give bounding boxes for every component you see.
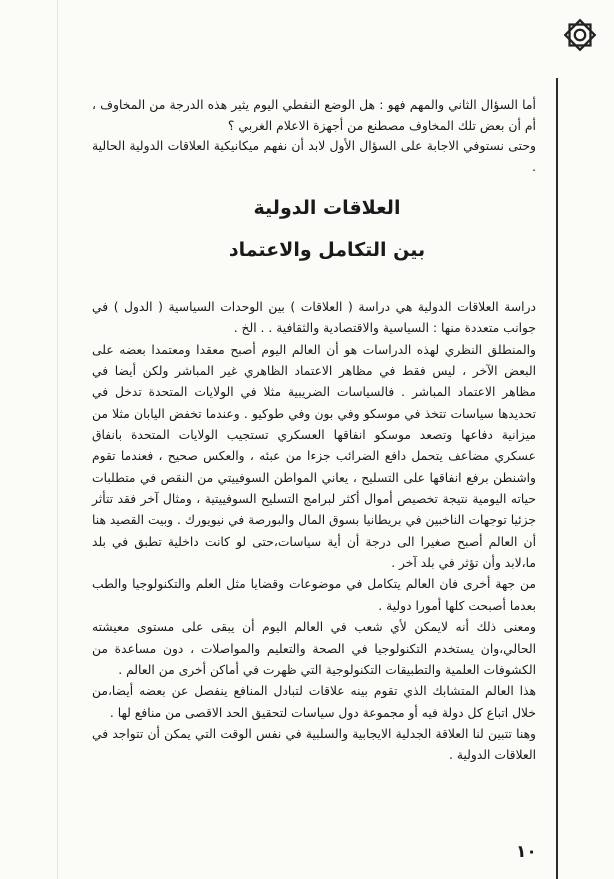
eight-point-star-icon [561,16,599,54]
body-paragraph: هذا العالم المتشابك الذي تقوم بينه علاقات لتبادل المنافع ينفصل عن بعضه أيضا،من خلال اتباع كل دولة فيه أو مجموعة دول سياسات لتحقيق الحد الاقصى من منافع لها . [92,684,536,720]
page-edge [57,0,58,879]
intro-paragraph: أما السؤال الثاني والمهم فهو : هل الوضع النفطي اليوم يثير هذه الدرجة من المخاوف ، أم أن بعض تلك المخاوف مصطنع من أجهزة الاعلام الغربي ؟ [92,97,536,133]
body-paragraph: ومعنى ذلك أنه لايمكن لأي شعب في العالم اليوم أن يبقى على مستوى معيشته الحالي،وان يستخدم التكنولوجيا في الصحة والتعليم والمواصلات ، دون مساعدة من الكشوفات العلمية والتطبيقات التكنولوجية التي ظهرت في أماكن أخرى من العالم . [92,620,536,677]
body-text [92,297,536,767]
body-paragraph: من جهة أخرى فان العالم يتكامل في موضوعات وقضايا مثل العلم والتكنولوجيا والطب بعدما أصبحت كلها أمورا دولية . [92,577,536,613]
body-paragraph: دراسة العلاقات الدولية هي دراسة ( العلاقات ) بين الوحدات السياسية ( الدول ) في جوانب متعددة منها : السياسية والاقتصادية والثقافية . . الخ . [92,300,536,336]
page-number: ١٠ [516,842,537,862]
section-subtitle: بين التكامل والاعتماد [228,239,426,261]
body-paragraph: وهنا تتبين لنا العلاقة الجدلية الايجابية والسلبية في نفس الوقت التي يمكن أن تتواجد في العلاقات الدولية . [92,726,536,763]
intro-text [92,95,536,177]
section-title: العلاقات الدولية [253,197,401,219]
body-paragraph: والمنطلق النظري لهذه الدراسات هو أن العالم اليوم أصبح معقدا ومعتمدا بعضه على البعض الآخر ، ليس فقط في مظاهر الاعتماد الظاهري غير المباشر ولكن أيضا في مظاهر الاعتماد المباشر . فالسياسات الضريبية مثلا في الولايات المتحدة تدخل في تحديدها سياسات تتخذ في موسكو وفي بون وفي طوكيو . وعندما تخفض اليابان مثلا من ميزانية دفاعها وتصعد موسكو انفاقها العسكري تستجيب الولايات المتحدة بانفاق عسكري مضاعف يتحمل دافع الضرائب جزءا من عبئه ، والعكس صحيح ، فعندما تقوم واشنطن برفع انفاقها على التسليح ، يعاني المواطن السوفييتي من النقص في متطلبات حياته اليومية نتيجة تخصيص أموال أكثر لبرامج التسليح السوفييتية ، ومثال آخر فقد تتأثر جزئيا توجهات الناخبين في بريطانيا بسوق المال والبورصة في نيويورك . وبيت القصيد هنا أن العالم أصبح صغيرا الى درجة أن أية سياسات،حتى لو كانت داخلية تطبق في بلد ما،لابد وأن تؤثر في بلد آخر . [92,342,536,571]
intro-paragraph: وحتى نستوفي الاجابة على السؤال الأول لابد أن نفهم ميكانيكية العلاقات الدولية الحالية . [92,138,536,174]
